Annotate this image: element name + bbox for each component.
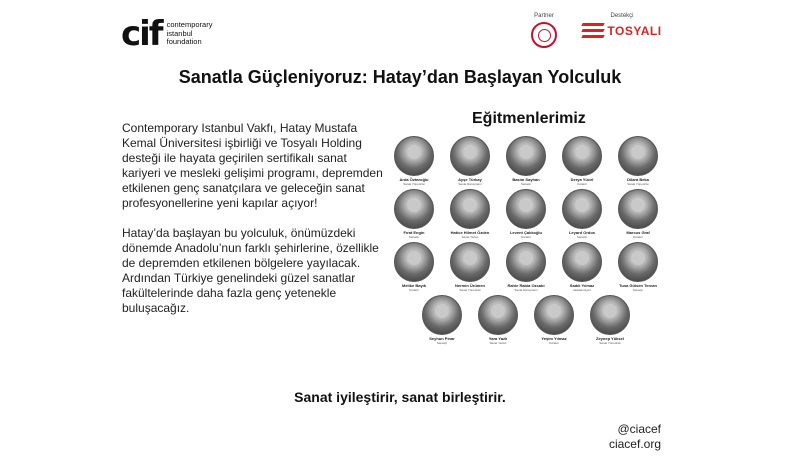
trainer-photo bbox=[394, 242, 434, 282]
trainer-grid bbox=[386, 136, 666, 348]
trainer-card bbox=[554, 242, 610, 292]
trainer-photo bbox=[618, 189, 658, 229]
trainer-name: Yara Yazlı bbox=[488, 336, 508, 341]
trainer-role: Sanat Danışmanı bbox=[458, 182, 482, 186]
trainer-role: Küratör bbox=[549, 341, 559, 345]
trainer-role: Sanatçı bbox=[520, 182, 532, 186]
trainer-role: Küratör bbox=[409, 288, 419, 292]
trainer-name: Derya Yücel bbox=[570, 177, 594, 182]
trainer-photo bbox=[506, 136, 546, 176]
logo-line-1: contemporary bbox=[166, 20, 213, 30]
logo-line-2: istanbul bbox=[166, 28, 193, 38]
trainer-card bbox=[442, 242, 498, 292]
trainer-role: Küratör bbox=[633, 235, 643, 239]
trainer-photo bbox=[590, 295, 630, 335]
tosyali-wordmark: TOSYALI bbox=[607, 24, 662, 38]
trainer-row bbox=[386, 295, 666, 345]
trainer-photo bbox=[450, 242, 490, 282]
trainer-photo bbox=[534, 295, 574, 335]
trainer-role: Küratör bbox=[577, 182, 587, 186]
cif-logo-text bbox=[167, 21, 213, 47]
partner-block bbox=[529, 13, 559, 48]
trainer-card bbox=[610, 189, 666, 239]
body-paragraph-2: Hatay’da başlayan bu yolculuk, önümüzdeki dönemde Anadolu’nun farklı şehirlerine, özellikle de depremden etkilenen bölgelere yayılacak. Ardından Türkiye genelindeki güzel sanatlar fakültelerinde daha fazla genç yetenekle buluşacağız. bbox=[122, 226, 379, 315]
trainer-name: Levent Çalıkoğlu bbox=[509, 230, 542, 235]
trainer-photo bbox=[562, 189, 602, 229]
trainer-photo bbox=[562, 242, 602, 282]
trainer-role: Sanat Yöneticisi bbox=[599, 341, 621, 345]
trainer-card bbox=[442, 189, 498, 239]
trainer-photo bbox=[618, 136, 658, 176]
trainer-card bbox=[386, 189, 442, 239]
trainer-name: Yeşim Yılmaz bbox=[541, 336, 567, 341]
trainer-role: Küratör bbox=[521, 235, 531, 239]
trainer-name: Seyhun Pinar bbox=[429, 336, 455, 341]
trainer-name: Ayşe Türkay bbox=[458, 177, 482, 182]
trainer-name: Dilara Beka bbox=[627, 177, 649, 182]
trainer-row bbox=[386, 136, 666, 186]
trainer-role: Sanatçı bbox=[408, 235, 420, 239]
trainer-role: Akademisyen bbox=[572, 288, 591, 292]
trainer-name: Zeynep Yüksel bbox=[596, 336, 624, 341]
trainer-card bbox=[526, 295, 582, 345]
trainer-photo bbox=[478, 295, 518, 335]
trainer-card bbox=[386, 242, 442, 292]
trainer-photo bbox=[422, 295, 462, 335]
trainer-photo bbox=[450, 136, 490, 176]
trainer-name: Hatice Hilmet Özden bbox=[450, 230, 490, 235]
social-handle: @ciacef bbox=[617, 422, 661, 436]
contact-info bbox=[609, 422, 661, 452]
trainer-card bbox=[610, 242, 666, 292]
partner-label: Partner bbox=[534, 13, 554, 19]
website: ciacef.org bbox=[608, 437, 661, 451]
trainer-row bbox=[386, 189, 666, 239]
trainer-name: Tuna Gülsen Tercan bbox=[619, 283, 657, 288]
trainer-name: Nermin Ürümen bbox=[454, 283, 485, 288]
body-paragraph-1: Contemporary Istanbul Vakfı, Hatay Mustafa Kemal Üniversitesi işbirliği ve Tosyalı Holding desteği ile hayata geçirilen sertifikalı sanat kariyeri ve mesleki gelişimi programı, depremden etkilenen genç sanatçılara ve geleceğin sanat profesyonellerine yeni kapılar açıyor! bbox=[122, 121, 383, 210]
trainer-card bbox=[414, 295, 470, 345]
page-title: Sanatla Güçleniyoruz: Hatay’dan Başlayan Yolculuk bbox=[178, 67, 622, 87]
slogan: Sanat iyileştirir, sanat birleştirir. bbox=[294, 389, 506, 405]
trainer-role: Sanat Yöneticisi bbox=[403, 182, 425, 186]
trainer-photo bbox=[394, 136, 434, 176]
trainer-role: Sanat Danışmanı bbox=[514, 288, 538, 292]
trainer-card bbox=[582, 295, 638, 345]
trainers-title: Eğitmenlerimiz bbox=[472, 110, 586, 127]
university-seal-icon bbox=[531, 22, 557, 48]
trainer-role: Sanat Yazarı bbox=[489, 341, 507, 345]
cif-logo bbox=[121, 14, 213, 54]
trainer-card bbox=[498, 136, 554, 186]
supporter-block bbox=[582, 13, 662, 39]
tosyali-logo bbox=[582, 23, 662, 39]
trainer-card bbox=[442, 136, 498, 186]
trainer-photo bbox=[506, 242, 546, 282]
trainer-photo bbox=[450, 189, 490, 229]
trainer-photo bbox=[618, 242, 658, 282]
trainer-role: Sanat Yazarı bbox=[461, 235, 479, 239]
trainer-card bbox=[498, 189, 554, 239]
logo-line-3: foundation bbox=[166, 37, 202, 47]
trainer-card bbox=[470, 295, 526, 345]
trainer-name: Marcus Graf bbox=[626, 230, 650, 235]
trainer-role: Sanat Yöneticisi bbox=[459, 288, 481, 292]
trainer-photo bbox=[506, 189, 546, 229]
trainer-role: Sanatçı bbox=[576, 235, 588, 239]
trainer-role: Sanat Yöneticisi bbox=[627, 182, 649, 186]
trainer-row bbox=[386, 242, 666, 292]
trainer-card bbox=[498, 242, 554, 292]
trainer-role: Sanatçı bbox=[436, 341, 448, 345]
trainer-name: Rahle Rabia Ozsabi bbox=[507, 283, 545, 288]
trainer-card bbox=[554, 189, 610, 239]
trainer-name: Arda Öztaroğlu bbox=[399, 177, 429, 182]
trainer-name: Melike Bayık bbox=[401, 283, 426, 288]
trainer-name: Leyard Ordos bbox=[568, 230, 595, 235]
trainer-card bbox=[386, 136, 442, 186]
cif-logo-mark: cif bbox=[121, 14, 162, 54]
trainer-photo bbox=[562, 136, 602, 176]
trainer-name: Fırat Engin bbox=[403, 230, 425, 235]
trainer-card bbox=[610, 136, 666, 186]
supporter-label: Destekçi bbox=[610, 13, 634, 19]
trainer-photo bbox=[394, 189, 434, 229]
body-text bbox=[122, 121, 384, 331]
trainer-role: Sanatçı bbox=[632, 288, 644, 292]
trainer-name: Basim Sayhan bbox=[512, 177, 540, 182]
tosyali-stripes-icon bbox=[582, 23, 604, 39]
trainer-name: Sadık Yılmaz bbox=[569, 283, 595, 288]
trainer-card bbox=[554, 136, 610, 186]
